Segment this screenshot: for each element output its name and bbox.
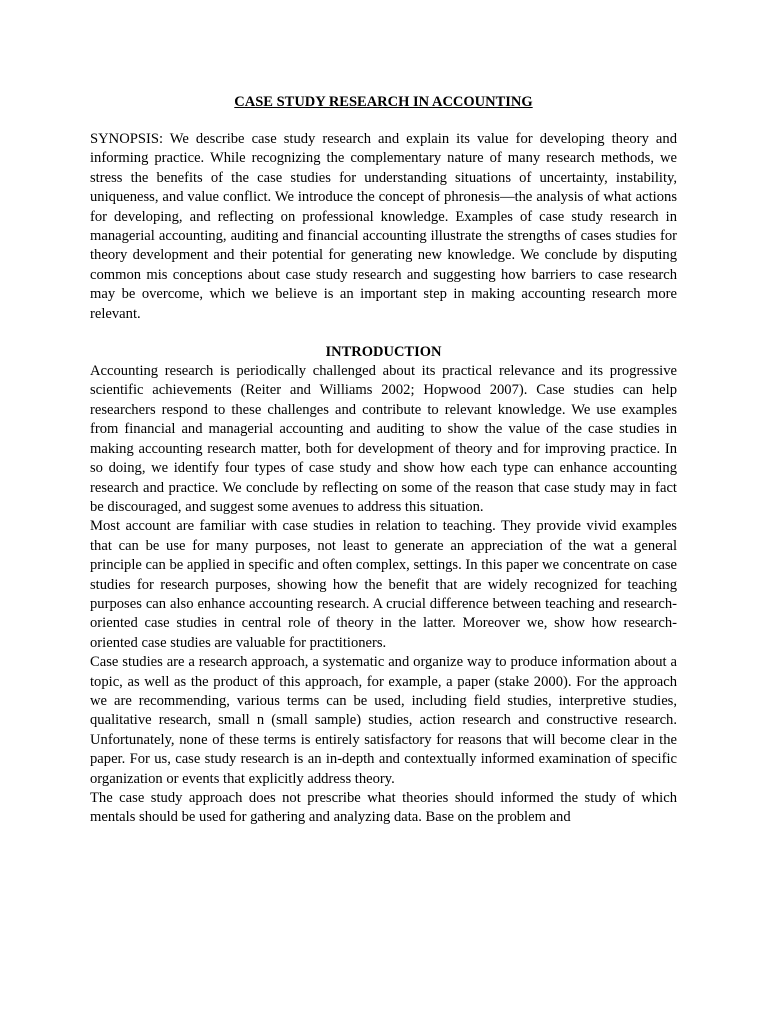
body-paragraph: Most account are familiar with case studies in relation to teaching. They provide vivid examples that can be use for many purposes, not least to generate an appreciation of the wat a general principle can be applied in specific and often complex, settings. In this paper we concentrate on case studies for research purposes, showing how the benefit that are widely recognized for teaching purposes can also enhance accounting research. A crucial difference between teaching and research-oriented case studies in central role of theory in the latter. Moreover we, show how research-oriented case studies are valuable for practitioners. bbox=[90, 518, 677, 651]
introduction-heading: INTRODUCTION bbox=[325, 344, 442, 361]
synopsis-paragraph: SYNOPSIS: We describe case study research and explain its value for developing theory and informing practice. While recognizing the complementary nature of many research methods, we stress the benefits of the case studies for understanding situations of uncertainty, instability, uniqueness, and value conflict. We introduce the concept of phronesis—the analysis of what actions for developing, and reflecting on professional knowledge. Examples of case study research in managerial accounting, auditing and financial accounting illustrate the strengths of cases studies for theory development and their potential for generating new knowledge. We conclude by disputing common mis conceptions about case study research and suggesting how barriers to case research may be overcome, which we believe is an important step in making accounting research more relevant. bbox=[90, 131, 677, 322]
body-paragraph: Accounting research is periodically challenged about its practical relevance and its progressive scientific achievements (Reiter and Williams 2002; Hopwood 2007). Case studies can help researchers respond to these challenges and contribute to relevant knowledge. We use examples from financial and managerial accounting and auditing to show the value of the case studies in making accounting research matter, both for development of theory and for improving practice. In so doing, we identify four types of case study and show how each type can enhance accounting research and practice. We conclude by reflecting on some of the reason that case study may in fact be discouraged, and suggest some avenues to address this situation. bbox=[90, 363, 677, 515]
document-page bbox=[90, 93, 677, 828]
document-title: CASE STUDY RESEARCH IN ACCOUNTING bbox=[234, 94, 533, 110]
body-paragraph: Case studies are a research approach, a systematic and organize way to produce information about a topic, as well as the product of this approach, for example, a paper (stake 2000). For the approach we are recommending, various terms can be used, including field studies, interpretive studies, qualitative research, small n (small sample) studies, action research and constructive research. Unfortunately, none of these terms is entirely satisfactory for reasons that will become clear in the paper. For us, case study research is an in-depth and contextually informed examination of specific organization or events that explicitly address theory. bbox=[90, 654, 677, 787]
body-paragraph: The case study approach does not prescribe what theories should informed the study of which mentals should be used for gathering and analyzing data. Base on the problem and bbox=[90, 790, 677, 826]
